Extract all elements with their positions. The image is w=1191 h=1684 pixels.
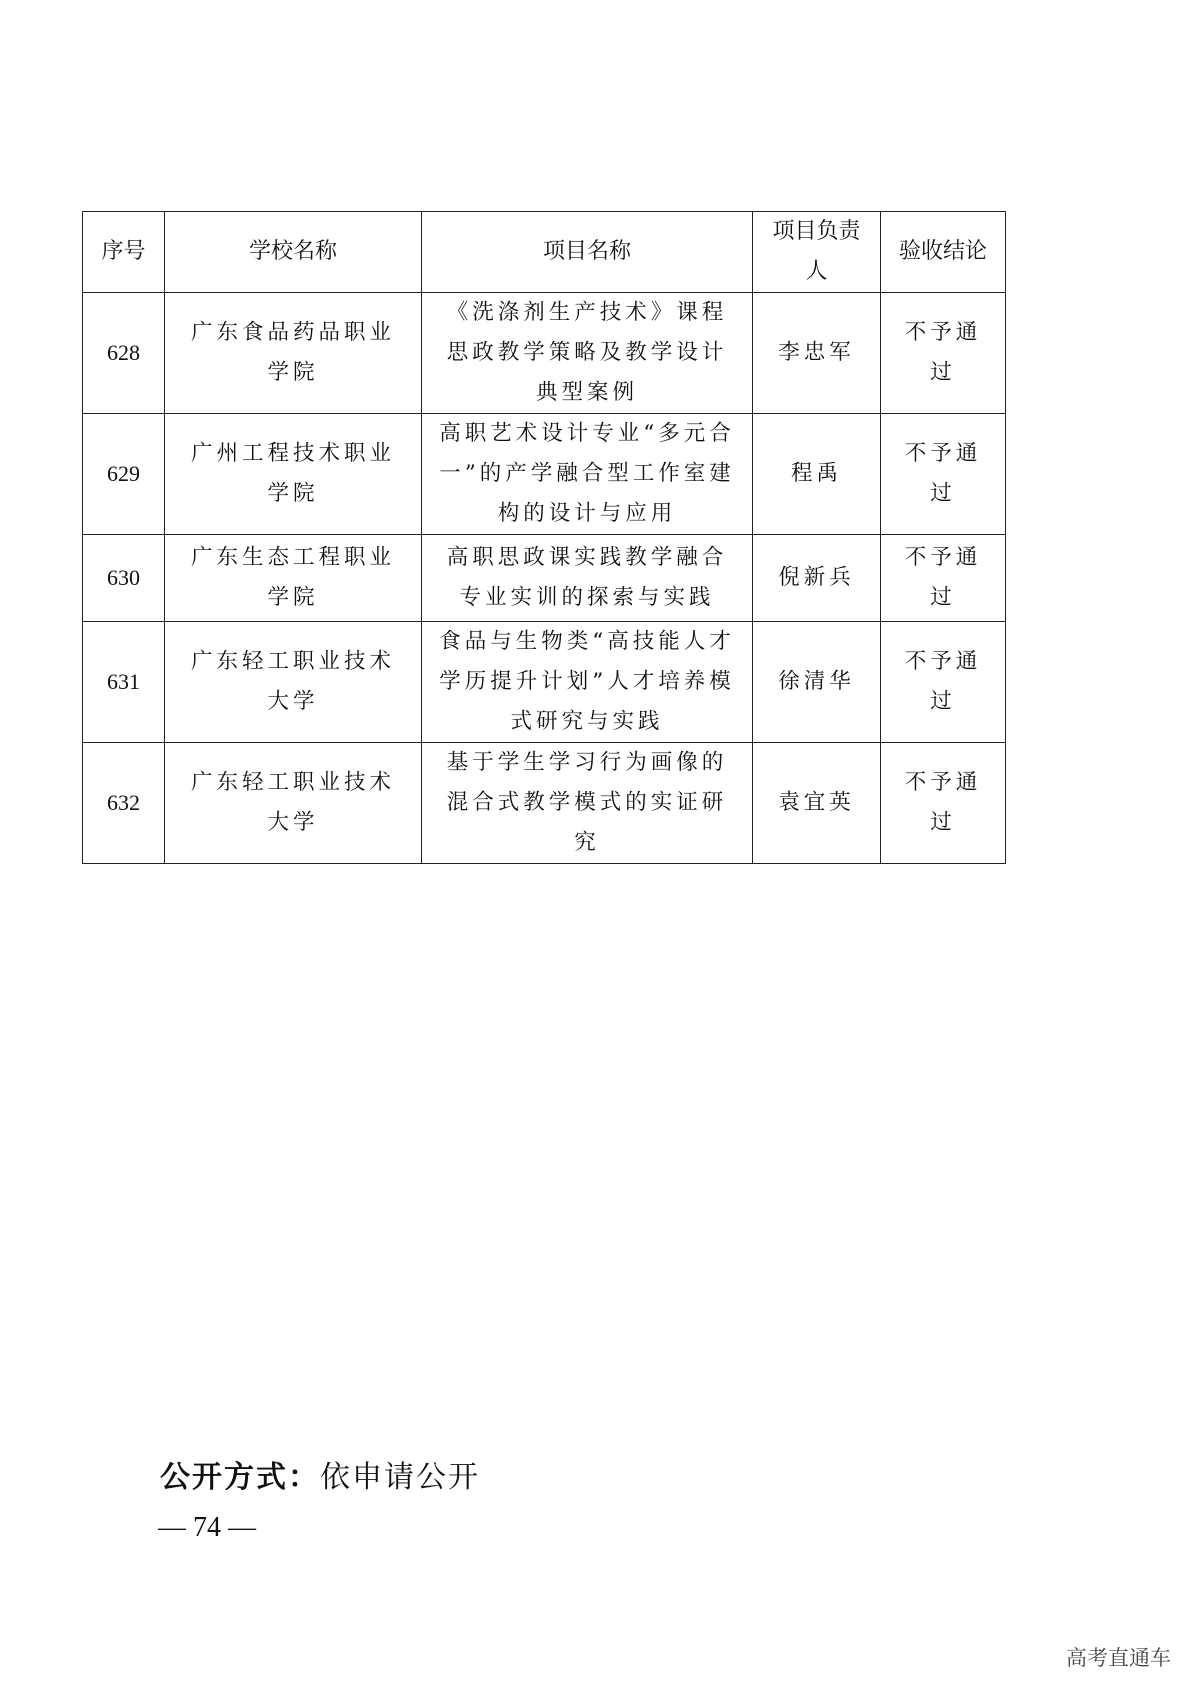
disclosure-method — [160, 1452, 480, 1496]
cell-seq: 628 — [83, 293, 165, 414]
cell-school: 广东食品药品职业学院 — [165, 293, 422, 414]
table-row — [83, 293, 1006, 414]
disclosure-label: 公开方式： — [160, 1460, 320, 1495]
cell-project: 高职思政课实践教学融合专业实训的探索与实践 — [422, 535, 753, 622]
header-seq: 序号 — [83, 212, 165, 293]
cell-leader: 袁宜英 — [753, 743, 881, 864]
cell-seq: 629 — [83, 414, 165, 535]
cell-seq: 632 — [83, 743, 165, 864]
cell-result: 不予通过 — [881, 622, 1006, 743]
cell-leader: 徐清华 — [753, 622, 881, 743]
cell-leader: 倪新兵 — [753, 535, 881, 622]
disclosure-value: 依申请公开 — [320, 1460, 480, 1495]
table-row — [83, 622, 1006, 743]
cell-project: 基于学生学习行为画像的混合式教学模式的实证研究 — [422, 743, 753, 864]
cell-school: 广州工程技术职业学院 — [165, 414, 422, 535]
header-leader: 项目负责人 — [753, 212, 881, 293]
table-row — [83, 535, 1006, 622]
table-header-row — [83, 212, 1006, 293]
cell-result: 不予通过 — [881, 743, 1006, 864]
cell-project: 《洗涤剂生产技术》课程思政教学策略及教学设计典型案例 — [422, 293, 753, 414]
results-table — [82, 211, 1006, 864]
cell-seq: 630 — [83, 535, 165, 622]
cell-leader: 程禹 — [753, 414, 881, 535]
page-number: — 74 — — [158, 1512, 256, 1543]
cell-result: 不予通过 — [881, 293, 1006, 414]
cell-result: 不予通过 — [881, 535, 1006, 622]
header-result: 验收结论 — [881, 212, 1006, 293]
cell-school: 广东生态工程职业学院 — [165, 535, 422, 622]
header-project: 项目名称 — [422, 212, 753, 293]
cell-leader: 李忠军 — [753, 293, 881, 414]
cell-school: 广东轻工职业技术大学 — [165, 743, 422, 864]
cell-school: 广东轻工职业技术大学 — [165, 622, 422, 743]
cell-seq: 631 — [83, 622, 165, 743]
cell-project: 食品与生物类“高技能人才学历提升计划”人才培养模式研究与实践 — [422, 622, 753, 743]
cell-project: 高职艺术设计专业“多元合一”的产学融合型工作室建构的设计与应用 — [422, 414, 753, 535]
cell-result: 不予通过 — [881, 414, 1006, 535]
watermark-text: 高考直通车 — [1066, 1646, 1171, 1670]
header-school: 学校名称 — [165, 212, 422, 293]
table-row — [83, 414, 1006, 535]
table-row — [83, 743, 1006, 864]
